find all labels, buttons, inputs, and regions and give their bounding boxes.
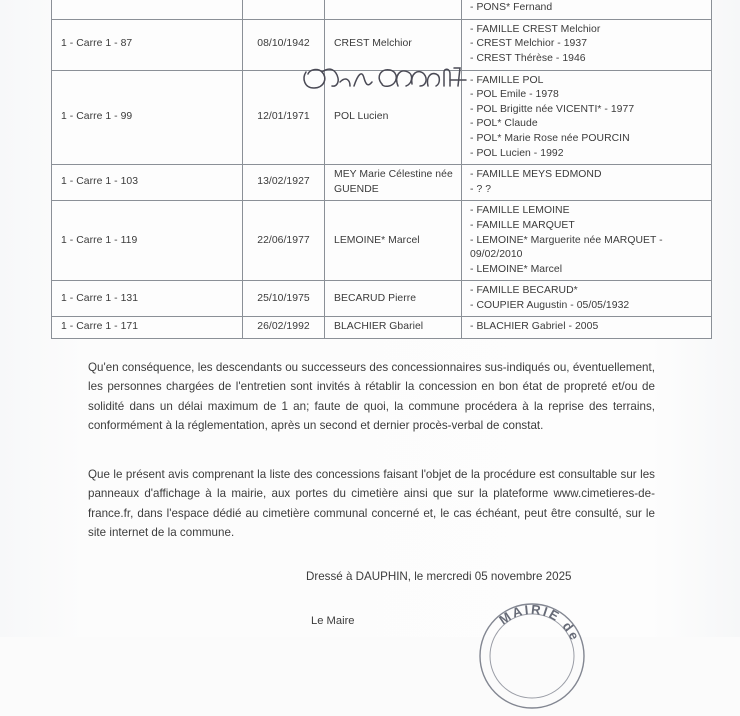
interred-entry: - FAMILLE MEYS EDMOND <box>470 169 602 181</box>
interred-entry: - COUPIER Augustin - 05/05/1932 <box>470 299 630 311</box>
cell-date: 08/10/1942 <box>243 19 325 70</box>
table-body <box>52 0 712 339</box>
cell-interred-list <box>462 201 712 281</box>
table-row <box>52 317 712 339</box>
svg-text:MAIRIE de: MAIRIE de <box>496 601 584 645</box>
cell-reference: 1 - Carre 1 - 87 <box>52 19 243 70</box>
cell-date: 25/10/1975 <box>243 281 325 317</box>
cell-concessionaire: POL Lucien <box>325 70 462 165</box>
cell-concessionaire: CREST Melchior <box>325 19 462 70</box>
table-row <box>52 281 712 317</box>
interred-entry: - FAMILLE LEMOINE <box>470 205 570 217</box>
table-row <box>52 165 712 201</box>
interred-entry: - CREST Melchior - 1937 <box>470 38 588 50</box>
cell-date: 22/06/1977 <box>243 201 325 281</box>
cell-concessionaire: LEMOINE* Marcel <box>325 201 462 281</box>
paragraph-consequence: Qu'en conséquence, les descendants ou successeurs des concessionnaires sus-indiqués ou, éventuellement, les personnes chargées de l'entretien sont invités à rétablir la concession en bon état de propreté et/ou de solidité dans un délai maximum de 1 an; faute de quoi, la commune procédera à la reprise des terrains, conformément à la réglementation, après un second et dernier procès-verbal de constat. <box>88 360 655 433</box>
table-row <box>52 19 712 70</box>
cell-reference: 1 - Carre 1 - 131 <box>52 281 243 317</box>
interred-entry: - FAMILLE BECARUD* <box>470 285 578 297</box>
interred-entry: - ? ? <box>470 183 492 195</box>
paragraph-publication: Que le présent avis comprenant la liste des concessions faisant l'objet de la procédure est consultable sur les panneaux d'affichage à la mairie, aux portes du cimetière ainsi que sur la plateforme www.cimetieres-de-france.fr, dans l'espace dédié au cimetière communal concerné et, le cas échéant, peut être consulté, sur le site internet de la commune. <box>88 467 655 540</box>
concessions-table <box>51 0 712 339</box>
cell-interred-list <box>462 0 712 19</box>
cell-interred-list <box>462 70 712 165</box>
interred-entry: - PONS* Fernand <box>470 2 553 14</box>
cell-interred-list <box>462 19 712 70</box>
cell-interred-list <box>462 281 712 317</box>
interred-entry: - FAMILLE POL <box>470 74 544 86</box>
interred-entry: - FAMILLE MARQUET <box>470 219 575 231</box>
cell-reference: 1 - Carre 1 - 103 <box>52 165 243 201</box>
interred-entry: - LEMOINE* Marguerite née MARQUET - 09/02/2010 <box>470 234 663 261</box>
interred-entry: - POL Brigitte née VICENTI* - 1977 <box>470 103 635 115</box>
interred-entry: - POL Lucien - 1992 <box>470 147 564 159</box>
cell-interred-list <box>462 317 712 339</box>
cell-reference: 1 - Carre 1 - 119 <box>52 201 243 281</box>
cell-concessionaire: BLACHIER Gbariel <box>325 317 462 339</box>
cell-reference <box>52 0 243 19</box>
cell-concessionaire: MEY Marie Célestine née GUENDE <box>325 165 462 201</box>
official-stamp <box>472 596 592 716</box>
cell-concessionaire: BECARUD Pierre <box>325 281 462 317</box>
drawn-at-line: Dressé à DAUPHIN, le mercredi 05 novembre 2025 <box>306 570 572 583</box>
mairie-stamp-icon <box>472 596 592 716</box>
interred-entry: - BLACHIER Gabriel - 2005 <box>470 321 599 333</box>
interred-entry: - POL* Marie Rose née POURCIN <box>470 132 630 144</box>
interred-entry: - FAMILLE CREST Melchior <box>470 23 601 35</box>
cell-date: 13/02/1927 <box>243 165 325 201</box>
table-row <box>52 201 712 281</box>
cell-date: 12/01/1971 <box>243 70 325 165</box>
interred-entry: - POL Emile - 1978 <box>470 89 559 101</box>
interred-entry: - CREST Thérèse - 1946 <box>470 52 586 64</box>
cell-date <box>243 0 325 19</box>
cell-reference: 1 - Carre 1 - 99 <box>52 70 243 165</box>
table-row <box>52 70 712 165</box>
cell-interred-list <box>462 165 712 201</box>
table-row <box>52 0 712 19</box>
cell-reference: 1 - Carre 1 - 171 <box>52 317 243 339</box>
interred-entry: - LEMOINE* Marcel <box>470 263 563 275</box>
cell-concessionaire <box>325 0 462 19</box>
interred-entry: - POL* Claude <box>470 118 538 130</box>
cell-date: 26/02/1992 <box>243 317 325 339</box>
mayor-title-label: Le Maire <box>311 615 355 627</box>
